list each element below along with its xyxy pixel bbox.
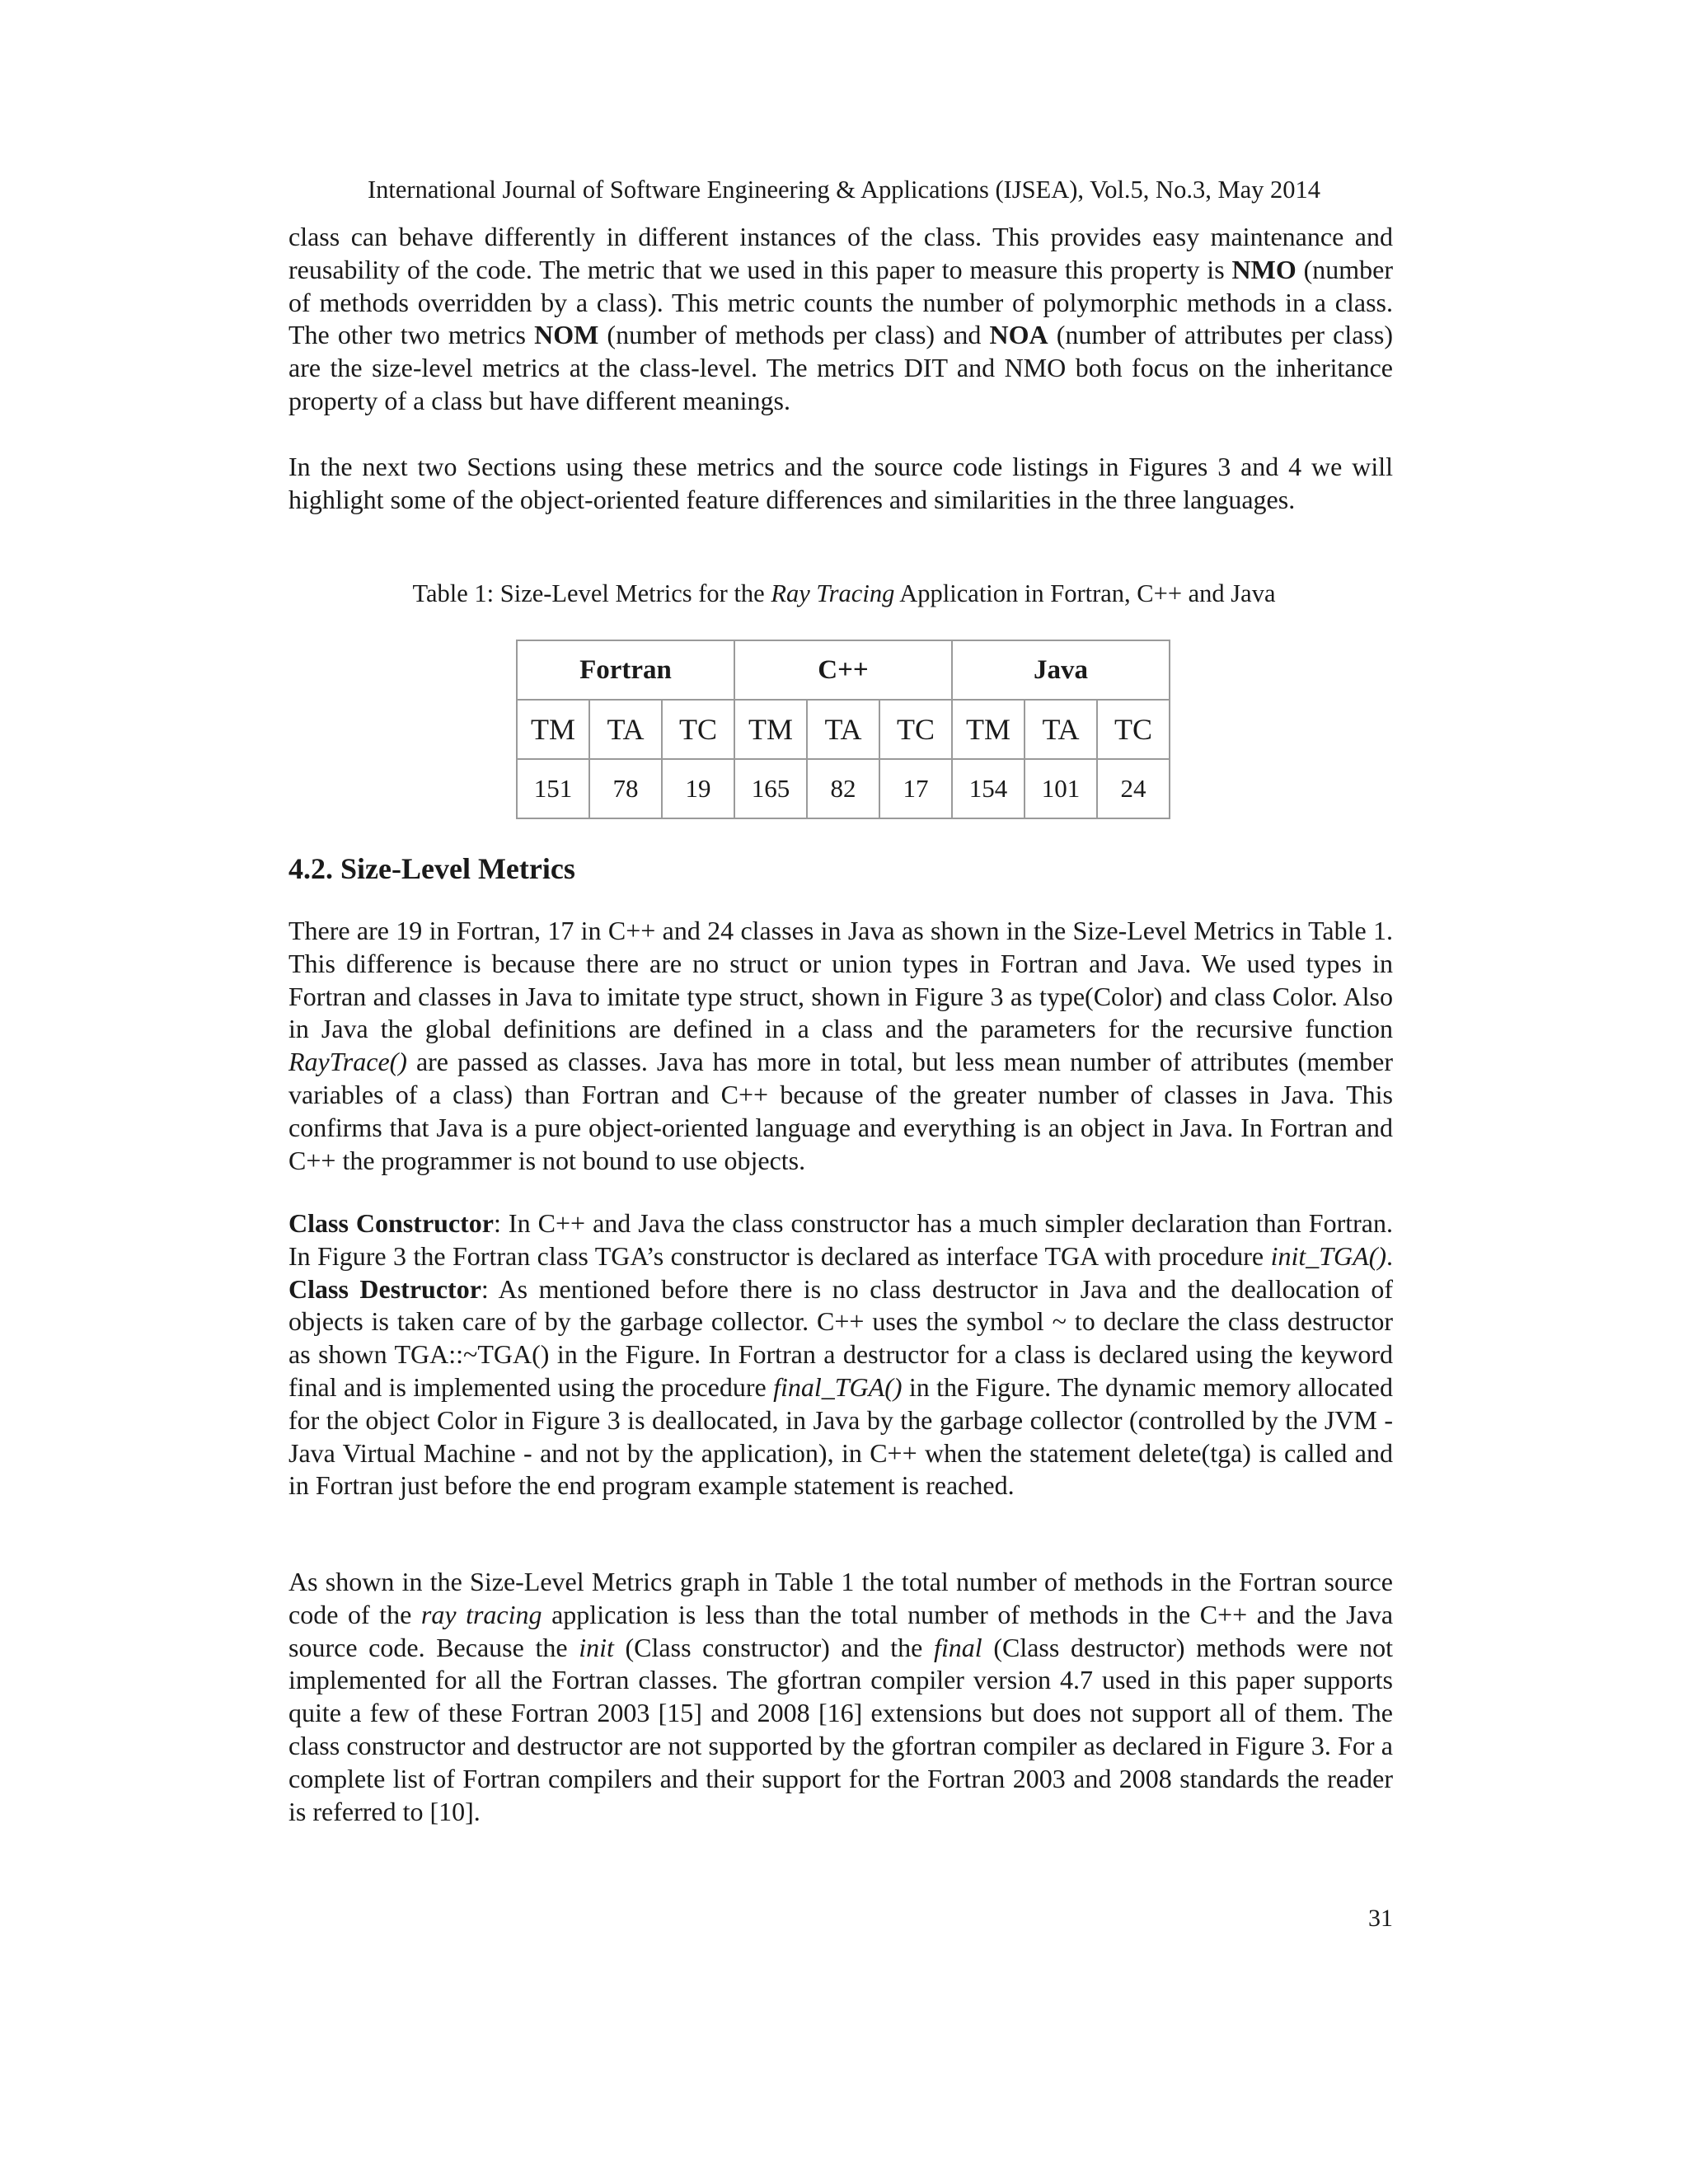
paragraph-method-totals bbox=[288, 1566, 1393, 1828]
paragraph-constructor-destructor bbox=[288, 1207, 1393, 1502]
text-run: application is less than the total number of methods in the C++ and the Java source code. Because the bbox=[288, 1599, 1394, 1662]
term-nom: NOM bbox=[534, 320, 599, 350]
group-header-cpp: C++ bbox=[734, 640, 952, 700]
table-row bbox=[517, 759, 1170, 818]
function-name-final-tga: final_TGA() bbox=[773, 1371, 903, 1402]
paragraph-polymorphism bbox=[288, 221, 1393, 418]
emphasis-init: init bbox=[579, 1632, 614, 1662]
text-run: : In C++ and Java the class constructor has a much simpler declaration than Fortran. In Figure 3 the Fortran class TGA’s constructor is declared as interface TGA with procedure bbox=[288, 1208, 1394, 1271]
column-header: TM bbox=[952, 700, 1025, 759]
table-cell: 154 bbox=[952, 759, 1025, 818]
table-cell: 17 bbox=[879, 759, 952, 818]
column-header: TM bbox=[517, 700, 589, 759]
text-run: (number of methods overridden by a class). This metric counts the number of polymorphic methods in a class. The other two metrics bbox=[288, 254, 1394, 350]
column-header: TA bbox=[1025, 700, 1097, 759]
table-cell: 165 bbox=[734, 759, 807, 818]
table-cell: 151 bbox=[517, 759, 589, 818]
text-run: (Class constructor) and the bbox=[613, 1632, 935, 1662]
column-header: TC bbox=[879, 700, 952, 759]
text-run: (Class destructor) methods were not implemented for all the Fortran classes. The gfortran compiler version 4.7 used in this paper supports quite a few of these Fortran 2003 [15] and 2008 [16] extensions but does not support all of them. The class constructor and destructor are not supported by the gfortran compiler as declared in Figure 3. For a complete list of Fortran compilers and their support for the Fortran 2003 and 2008 standards the reader is referred to [10]. bbox=[288, 1632, 1394, 1826]
size-level-metrics-table bbox=[516, 640, 1170, 819]
paragraph-text: In the next two Sections using these metrics and the source code listings in Figures 3 and 4 we will highlight some of the object-oriented feature differences and similarities in the three languages. bbox=[288, 452, 1393, 514]
table-group-header-row bbox=[517, 640, 1170, 700]
column-header: TA bbox=[589, 700, 662, 759]
paragraph-next-sections bbox=[288, 451, 1393, 517]
text-run: As shown in the Size-Level Metrics graph in Table 1 the total number of methods in the Fortran source code of the bbox=[288, 1567, 1393, 1629]
column-header: TA bbox=[807, 700, 879, 759]
page-number: 31 bbox=[1368, 1905, 1393, 1932]
column-header: TC bbox=[1097, 700, 1170, 759]
table-cell: 19 bbox=[662, 759, 734, 818]
text-run: . bbox=[1386, 1240, 1393, 1271]
table-cell: 82 bbox=[807, 759, 879, 818]
paragraph-class-counts bbox=[288, 915, 1393, 1177]
term-noa: NOA bbox=[989, 320, 1048, 350]
term-class-destructor: Class Destructor bbox=[288, 1273, 481, 1304]
text-run: are passed as classes. Java has more in total, but less mean number of attributes (member variables of a class) than Fortran and C++ because of the greater number of classes in Java. This confirms that Java is a pure object-oriented language and everything is an object in Java. In Fortran and C++ the programmer is not bound to use objects. bbox=[288, 1047, 1393, 1175]
table-cell: 24 bbox=[1097, 759, 1170, 818]
column-header: TC bbox=[662, 700, 734, 759]
table-cell: 101 bbox=[1025, 759, 1097, 818]
table-cell: 78 bbox=[589, 759, 662, 818]
term-nmo: NMO bbox=[1231, 254, 1296, 284]
caption-emphasis: Ray Tracing bbox=[771, 579, 895, 607]
group-header-java: Java bbox=[952, 640, 1170, 700]
column-header: TM bbox=[734, 700, 807, 759]
text-run: in the Figure. The dynamic memory allocated for the object Color in Figure 3 is deallocated, in Java by the garbage collector (controlled by the JVM - Java Virtual Machine - and not by the application), in C++ when the statement delete(tga) is called and in Fortran just before the end program example statement is reached. bbox=[288, 1371, 1393, 1501]
text-run: : As mentioned before there is no class destructor in Java and the deallocation of objects is taken care of by the garbage collector. C++ uses the symbol ~ to declare the class destructor as shown TGA::~TGA() in the Figure. In Fortran a destructor for a class is declared using the keyword final and is implemented using the procedure bbox=[288, 1273, 1394, 1402]
term-class-constructor: Class Constructor bbox=[288, 1208, 495, 1238]
text-run: (number of attributes per class) are the size-level metrics at the class-level. The metrics DIT and NMO both focus on the inheritance property of a class but have different meanings. bbox=[288, 320, 1394, 415]
text-run: class can behave differently in different instances of the class. This provides easy maintenance and reusability of the code. The metric that we used in this paper to measure this property is bbox=[288, 222, 1393, 284]
running-head: International Journal of Software Engineering & Applications (IJSEA), Vol.5, No.3, May 2014 bbox=[368, 176, 1320, 204]
table-caption bbox=[0, 577, 1688, 610]
table-column-header-row bbox=[517, 700, 1170, 759]
text-run: (number of methods per class) and bbox=[598, 320, 990, 350]
emphasis-ray-tracing: ray tracing bbox=[420, 1599, 542, 1629]
caption-text: Application in Fortran, C++ and Java bbox=[894, 579, 1276, 607]
emphasis-final: final bbox=[934, 1632, 982, 1662]
section-heading: 4.2. Size-Level Metrics bbox=[288, 852, 575, 885]
caption-text: Table 1: Size-Level Metrics for the bbox=[412, 579, 771, 607]
function-name-raytrace: RayTrace() bbox=[288, 1047, 407, 1077]
group-header-fortran: Fortran bbox=[517, 640, 734, 700]
text-run: There are 19 in Fortran, 17 in C++ and 24 classes in Java as shown in the Size-Level Metrics in Table 1. This difference is because there are no struct or union types in Fortran and Java. We used types in Fortran and classes in Java to imitate type struct, shown in Figure 3 as type(Color) and class Color. Also in Java the global definitions are defined in a class and the parameters for the recursive function bbox=[288, 916, 1393, 1044]
function-name-init-tga: init_TGA() bbox=[1270, 1240, 1386, 1271]
